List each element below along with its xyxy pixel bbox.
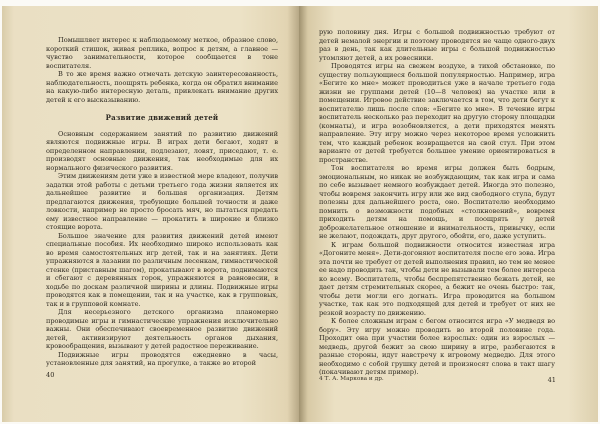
left-text-column [46, 36, 278, 368]
paragraph: К более сложным играм с бегом относится игра «У медведя во бору». Эту игру можно проводить во второй половине года. Проходит она при участии более взрослых: один из взрослых — медведь, другой бежит за свою ширину в игре, разбегаются в разные стороны, идут навстречу к игровому медведю. Для этого необходимо с собой грушку детей и произносят слова в такт шагу (покачивают детям пример). [319, 317, 555, 376]
footer-signature: 4 Т. А. Маркова и др. [319, 376, 384, 382]
paragraph: Проводятся игры на свежем воздухе, в тихой обстановке, по существу пользующиеся большой популярностью. Например, игра «Бегите ко мне» может проводиться уже в начале третьего года жизни не группами детей (10—8 человек) на участке или в помещении. Игровое действие заключается в том, что дети бегут к воспитателю лишь после слов: «Бегите ко мне». В течение игры воспитатель несколько раз переходит на другую сторону площадки (комнаты), и игра возобновляется, а дети приходятся менять направление. Эту игру можно через некоторое время усложнить тем, что каждый ребенок возвращается на свой стул. При этом варианте от детей требуется большее умение ориентироваться в пространстве. [319, 62, 555, 164]
page-number-left: 40 [46, 371, 55, 379]
paragraph: рую половину дня. Игры с большой подвижностью требуют от детей немалой энергии и поэтому проводятся не чаще одного-двух раз в день, так как длительные игры с большой подвижностью утомляют детей, а их ровесники. [319, 28, 555, 62]
left-page [2, 6, 299, 422]
paragraph: В то же время важно отмечать детскую заинтересованность, наблюдательность, поощрять ребенка, когда он обратил внимание на какую-либо интересную деталь, привлекать внимание других детей к его высказыванию. [46, 70, 278, 104]
right-page [299, 6, 598, 422]
right-text-column [319, 28, 555, 377]
page-number-right: 41 [547, 376, 556, 384]
paragraph: Этим движениям дети уже в известной мере владеют, получив задатки этой работы с детьми третьего года жизни является их дальнейшее развитие и большая организация. Детям предлагаются движения, требующие большей точности и даже ловкости, например не просто бросать мяч, но пытаться предать ему известное направление — прокатить в широкие и близко стоящие ворота. [46, 172, 278, 231]
book-spread [2, 6, 598, 422]
paragraph: Большое значение для развития движений детей имеют специальные пособия. Их необходимо широко использовать как во время самостоятельных игр детей, так и на занятиях. Дети упражняются в лазании по различным лесенкам, гимнастической стенке (приставным шагом), прокатывают в ворота, поднимаются и сбегают с деревянных горок, упражняются в равновесии, в ходьбе по доскам различной ширины и длины. Подвижные игры проводятся как в помещении, так и на участке, как в групповых, так и в групповой комнате. [46, 231, 278, 308]
paragraph: Основным содержанием занятий по развитию движений являются подвижные игры. В играх дети бегают, ходят в определенном направлении, подлезают, ловят, приседают, т. е. производят основные движения, так необходимые для их нормального физического развития. [46, 129, 278, 172]
paragraph: Помышляет интерес к наблюдаемому меткое, образное слово, короткий стишок, живая реплика, вопрос к детям, а главное — чувство занимательности, которое сообщается в тоне воспитателя. [46, 36, 278, 70]
paragraph: Для несерьезного детского организма планомерно проводимые игры и гимнастические упражнения исключительно важны. Они обеспечивают своевременное развитие движений детей, активизируют деятельность органов дыхания, кровообращения, вызывают у детей радостное переживание. [46, 308, 278, 350]
section-heading: Развитие движений детей [105, 113, 219, 122]
paragraph: К играм большой подвижности относится известная игра «Догоните меня». Дети-догоняют воспитателя после его зова. Игра эта почти не требует от детей выполнения правил, но тем не менее ее надо проводить так, чтобы дети не вызывали тем более интереса ко всему. Воспитатель, чтобы беспрепятственно бежать детей, не дает детям стремительных скорее, а бежит не очень быстро: так, чтобы дети могли его догнать. Игра проводится на большом участке, так как это подходящей для детей и требует от них не резкой возрасту по движению. [319, 240, 555, 317]
paragraph: Тон воспитателя во время игры должен быть бодрым, эмоциональным, но никак не возбуждающим, так как игра и сама по себе вызывает немного возбуждает детей. Иногда это полезно, чтобы вовремя закончить игру или же вид свободного стула, будут полезны для дальнейшего роста, оно. Воспитателю необходимо помнить о возможности подобных «столкновений», вовремя приходить детям на помощь, и поощрять у детей доброжелательное отношение и внимательность, привычку, если не желают, подождать, друг другого, обойти, его, даже уступить. [319, 164, 555, 240]
paragraph: Подвижные игры проводятся ежедневно в часы, установленные для занятий, на прогулке, а также во второй [46, 350, 278, 367]
